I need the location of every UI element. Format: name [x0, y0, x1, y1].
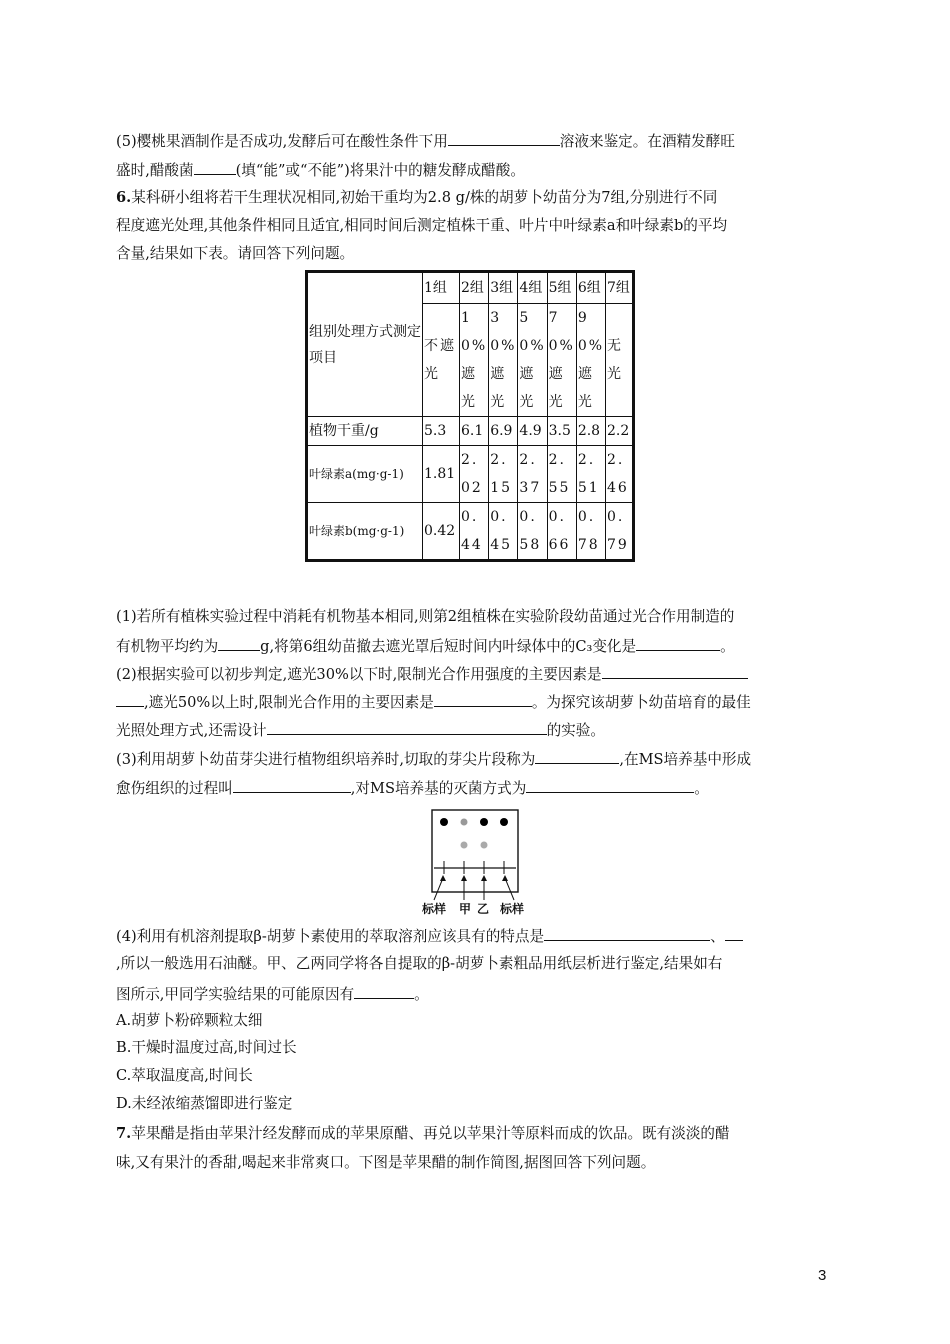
table-cell: 6.1	[460, 417, 489, 446]
answer-blank[interactable]	[194, 159, 236, 175]
answer-blank[interactable]	[636, 635, 720, 651]
q7-line-1: 7.苹果醋是指由苹果汁经发酵而成的苹果原醋、再兑以苹果汁等原料而成的饮品。既有淡淡的醋	[116, 1125, 730, 1142]
option-b[interactable]: B.干燥时温度过高,时间过长	[116, 1039, 297, 1056]
sub3-line-2: 愈伤组织的过程叫 ,对MS培养基的灭菌方式为 。	[116, 777, 709, 799]
answer-blank[interactable]	[233, 777, 351, 793]
sub1-line-2: 有机物平均约为 g,将第6组幼苗撤去遮光罩后短时间内叶绿体中的C₃变化是 。	[116, 635, 735, 657]
answer-blank[interactable]	[116, 691, 144, 707]
figure-label: 标样	[422, 902, 447, 916]
q7-line-2: 味,又有果汁的香甜,喝起来非常爽口。下图是苹果醋的制作简图,据图回答下列问题。	[116, 1154, 656, 1171]
row-label: 叶绿素b(mg·g-1)	[307, 503, 423, 561]
table-header-row	[307, 272, 634, 304]
row-label: 植物干重/g	[307, 417, 423, 446]
question-number: 6.	[116, 189, 132, 206]
q6-line-3: 含量,结果如下表。请回答下列问题。	[116, 245, 355, 262]
figure-label: 标样	[500, 902, 525, 916]
group-cell: 1组	[423, 272, 460, 304]
sub1-line-1: (1)若所有植株实验过程中消耗有机物基本相同,则第2组植株在实验阶段幼苗通过光合作用制造的	[116, 608, 735, 625]
spot-standard-right	[500, 818, 508, 826]
table-cell: 2.37	[518, 446, 547, 503]
table-row	[307, 503, 634, 561]
spot-jia-low	[461, 842, 468, 849]
table-cell: 0.79	[606, 503, 634, 561]
spot-jia-top	[461, 819, 468, 826]
sub4-line-2: ,所以一般选用石油醚。甲、乙两同学将各自提取的β-胡萝卜素粗品用纸层析进行鉴定,结果如右	[116, 955, 723, 972]
answer-blank[interactable]	[218, 635, 260, 651]
group-cell: 2组	[460, 272, 489, 304]
answer-blank[interactable]	[526, 777, 694, 793]
option-a[interactable]: A.胡萝卜粉碎颗粒太细	[116, 1012, 263, 1029]
sub2-line-3: 光照处理方式,还需设计 的实验。	[116, 719, 605, 741]
group-cell: 6组	[576, 272, 605, 304]
group-cell: 4组	[518, 272, 547, 304]
answer-blank[interactable]	[544, 925, 710, 941]
table-cell: 0.44	[460, 503, 489, 561]
q5-line-1: (5)樱桃果酒制作是否成功,发酵后可在酸性条件下用 溶液来鉴定。在酒精发酵旺	[116, 130, 735, 152]
spot-yi-low	[481, 842, 488, 849]
option-d[interactable]: D.未经浓缩蒸馏即进行鉴定	[116, 1095, 293, 1112]
table-cell: 0.58	[518, 503, 547, 561]
results-table	[305, 270, 635, 562]
sub4-line-1: (4)利用有机溶剂提取β-胡萝卜素使用的萃取溶剂应该具有的特点是 、	[116, 925, 743, 947]
table-cell: 2.02	[460, 446, 489, 503]
group-cell: 7组	[606, 272, 634, 304]
page-number: 3	[818, 1267, 827, 1284]
treatment-cell: 不遮光	[423, 304, 460, 417]
treatment-cell: 30%遮光	[489, 304, 518, 417]
table-cell: 2.8	[576, 417, 605, 446]
answer-blank[interactable]	[602, 663, 748, 679]
figure-label: 甲	[459, 902, 472, 916]
table-cell: 0.66	[547, 503, 576, 561]
arrow	[505, 878, 514, 900]
answer-blank[interactable]	[354, 983, 414, 999]
group-cell: 3组	[489, 272, 518, 304]
table-cell: 6.9	[489, 417, 518, 446]
sub4-line-3: 图所示,甲同学实验结果的可能原因有 。	[116, 983, 429, 1005]
table-cell: 0.78	[576, 503, 605, 561]
question-number: 7.	[116, 1125, 132, 1142]
table-row	[307, 446, 634, 503]
table-cell: 2.15	[489, 446, 518, 503]
table-row	[307, 417, 634, 446]
q6-line-1: 6.某科研小组将若干生理状况相同,初始干重均为2.8 g/株的胡萝卜幼苗分为7组,分别进行不同	[116, 189, 718, 206]
table-cell: 3.5	[547, 417, 576, 446]
treatment-cell: 70%遮光	[547, 304, 576, 417]
treatment-cell: 无光	[606, 304, 634, 417]
sub2-line-1: (2)根据实验可以初步判定,遮光30%以下时,限制光合作用强度的主要因素是	[116, 663, 748, 685]
group-cell: 5组	[547, 272, 576, 304]
row-label: 叶绿素a(mg·g-1)	[307, 446, 423, 503]
sub2-line-2: ,遮光50%以上时,限制光合作用的主要因素是 。为探究该胡萝卜幼苗培育的最佳	[116, 691, 751, 713]
treatment-cell: 10%遮光	[460, 304, 489, 417]
answer-blank[interactable]	[448, 130, 560, 146]
table-cell: 0.45	[489, 503, 518, 561]
table-cell: 5.3	[423, 417, 460, 446]
table-cell: 2.55	[547, 446, 576, 503]
table-cell: 2.2	[606, 417, 634, 446]
q6-line-2: 程度遮光处理,其他条件相同且适宜,相同时间后测定植株干重、叶片中叶绿素a和叶绿素b的平均	[116, 217, 728, 234]
answer-blank[interactable]	[535, 748, 619, 764]
q5-line-2: 盛时,醋酸菌 (填“能”或“不能”)将果汁中的糖发酵成醋酸。	[116, 159, 525, 181]
table-cell: 2.51	[576, 446, 605, 503]
answer-blank[interactable]	[434, 691, 532, 707]
treatment-cell: 90%遮光	[576, 304, 605, 417]
answer-blank[interactable]	[267, 719, 547, 735]
figure-label: 乙	[477, 902, 490, 916]
arrow	[434, 878, 443, 900]
option-c[interactable]: C.萃取温度高,时间长	[116, 1067, 253, 1084]
spot-standard-left	[440, 818, 448, 826]
table-cell: 2.46	[606, 446, 634, 503]
table-cell: 0.42	[423, 503, 460, 561]
corner-cell: 组别处理方式测定项目	[307, 272, 423, 417]
figure-labels	[422, 900, 534, 916]
spot-yi-top	[480, 818, 488, 826]
answer-blank[interactable]	[725, 925, 743, 941]
treatment-cell: 50%遮光	[518, 304, 547, 417]
sub3-line-1: (3)利用胡萝卜幼苗芽尖进行植物组织培养时,切取的芽尖片段称为 ,在MS培养基中形成	[116, 748, 751, 770]
table-cell: 1.81	[423, 446, 460, 503]
table-cell: 4.9	[518, 417, 547, 446]
